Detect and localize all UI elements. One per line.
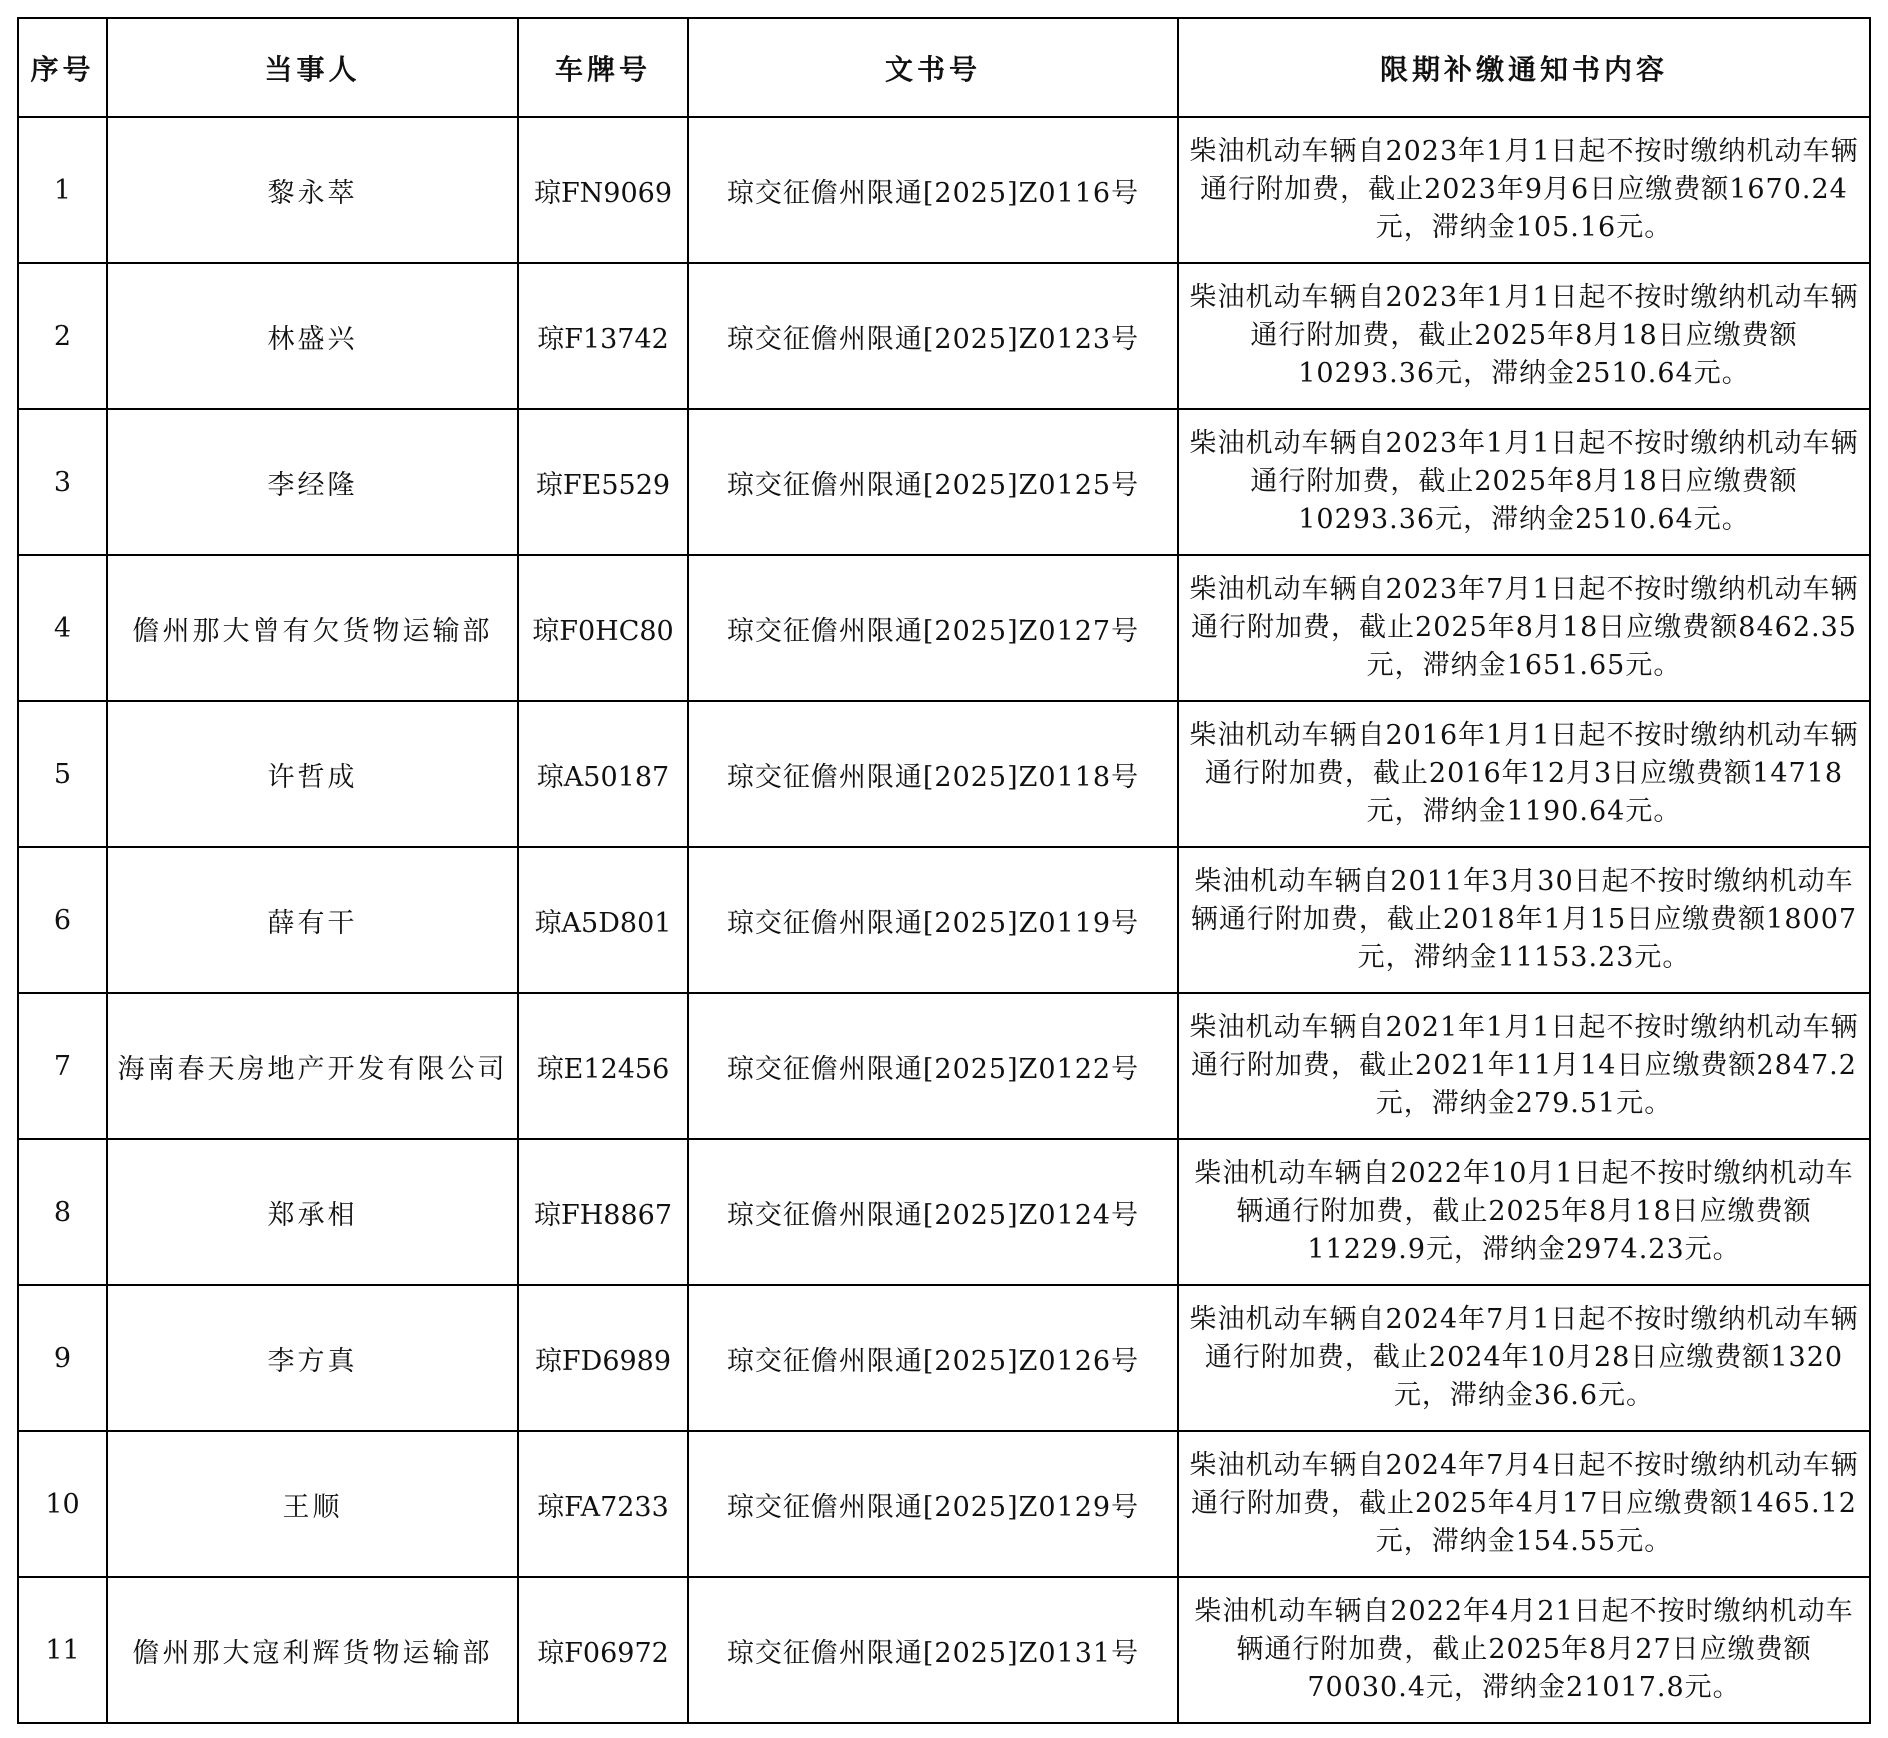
row-party: 许哲成 bbox=[107, 701, 518, 847]
row-party: 林盛兴 bbox=[107, 263, 518, 409]
document-sheet bbox=[17, 17, 1869, 1722]
table-row bbox=[18, 1285, 1870, 1431]
row-plate: 琼FA7233 bbox=[518, 1431, 688, 1577]
row-party: 薛有干 bbox=[107, 847, 518, 993]
table-row bbox=[18, 1139, 1870, 1285]
row-seq: 4 bbox=[18, 555, 107, 701]
row-content: 柴油机动车辆自2022年10月1日起不按时缴纳机动车辆通行附加费，截止2025年8月18日应缴费额11229.9元，滞纳金2974.23元。 bbox=[1178, 1139, 1870, 1285]
table-header-row bbox=[18, 18, 1870, 117]
row-plate: 琼F06972 bbox=[518, 1577, 688, 1723]
row-content: 柴油机动车辆自2023年1月1日起不按时缴纳机动车辆通行附加费，截止2025年8月18日应缴费额10293.36元，滞纳金2510.64元。 bbox=[1178, 263, 1870, 409]
table-row bbox=[18, 117, 1870, 263]
row-doc: 琼交征儋州限通[2025]Z0127号 bbox=[688, 555, 1178, 701]
row-plate: 琼FD6989 bbox=[518, 1285, 688, 1431]
table-row bbox=[18, 263, 1870, 409]
table-row bbox=[18, 409, 1870, 555]
row-plate: 琼A5D801 bbox=[518, 847, 688, 993]
row-plate: 琼A50187 bbox=[518, 701, 688, 847]
header-party: 当事人 bbox=[107, 18, 518, 117]
row-content: 柴油机动车辆自2023年1月1日起不按时缴纳机动车辆通行附加费，截止2025年8月18日应缴费额10293.36元，滞纳金2510.64元。 bbox=[1178, 409, 1870, 555]
table-row bbox=[18, 555, 1870, 701]
row-seq: 5 bbox=[18, 701, 107, 847]
row-seq: 10 bbox=[18, 1431, 107, 1577]
row-content: 柴油机动车辆自2011年3月30日起不按时缴纳机动车辆通行附加费，截止2018年1月15日应缴费额18007元，滞纳金11153.23元。 bbox=[1178, 847, 1870, 993]
header-plate: 车牌号 bbox=[518, 18, 688, 117]
row-content: 柴油机动车辆自2024年7月4日起不按时缴纳机动车辆通行附加费，截止2025年4月17日应缴费额1465.12元，滞纳金154.55元。 bbox=[1178, 1431, 1870, 1577]
row-doc: 琼交征儋州限通[2025]Z0124号 bbox=[688, 1139, 1178, 1285]
row-plate: 琼E12456 bbox=[518, 993, 688, 1139]
row-seq: 8 bbox=[18, 1139, 107, 1285]
row-doc: 琼交征儋州限通[2025]Z0116号 bbox=[688, 117, 1178, 263]
row-party: 王顺 bbox=[107, 1431, 518, 1577]
header-content: 限期补缴通知书内容 bbox=[1178, 18, 1870, 117]
row-seq: 7 bbox=[18, 993, 107, 1139]
table-row bbox=[18, 701, 1870, 847]
row-plate: 琼F0HC80 bbox=[518, 555, 688, 701]
header-seq: 序号 bbox=[18, 18, 107, 117]
row-plate: 琼FH8867 bbox=[518, 1139, 688, 1285]
row-party: 李方真 bbox=[107, 1285, 518, 1431]
row-doc: 琼交征儋州限通[2025]Z0125号 bbox=[688, 409, 1178, 555]
row-plate: 琼FN9069 bbox=[518, 117, 688, 263]
row-doc: 琼交征儋州限通[2025]Z0119号 bbox=[688, 847, 1178, 993]
row-content: 柴油机动车辆自2024年7月1日起不按时缴纳机动车辆通行附加费，截止2024年10月28日应缴费额1320元，滞纳金36.6元。 bbox=[1178, 1285, 1870, 1431]
row-seq: 6 bbox=[18, 847, 107, 993]
row-plate: 琼F13742 bbox=[518, 263, 688, 409]
row-seq: 2 bbox=[18, 263, 107, 409]
row-party: 黎永萃 bbox=[107, 117, 518, 263]
row-doc: 琼交征儋州限通[2025]Z0123号 bbox=[688, 263, 1178, 409]
row-party: 李经隆 bbox=[107, 409, 518, 555]
row-party: 海南春天房地产开发有限公司 bbox=[107, 993, 518, 1139]
row-party: 儋州那大寇利辉货物运输部 bbox=[107, 1577, 518, 1723]
row-seq: 3 bbox=[18, 409, 107, 555]
row-content: 柴油机动车辆自2022年4月21日起不按时缴纳机动车辆通行附加费，截止2025年8月27日应缴费额70030.4元，滞纳金21017.8元。 bbox=[1178, 1577, 1870, 1723]
row-content: 柴油机动车辆自2021年1月1日起不按时缴纳机动车辆通行附加费，截止2021年11月14日应缴费额2847.2元，滞纳金279.51元。 bbox=[1178, 993, 1870, 1139]
table-row bbox=[18, 993, 1870, 1139]
row-doc: 琼交征儋州限通[2025]Z0118号 bbox=[688, 701, 1178, 847]
row-doc: 琼交征儋州限通[2025]Z0126号 bbox=[688, 1285, 1178, 1431]
row-seq: 9 bbox=[18, 1285, 107, 1431]
row-content: 柴油机动车辆自2023年1月1日起不按时缴纳机动车辆通行附加费，截止2023年9月6日应缴费额1670.24元，滞纳金105.16元。 bbox=[1178, 117, 1870, 263]
row-seq: 11 bbox=[18, 1577, 107, 1723]
row-doc: 琼交征儋州限通[2025]Z0129号 bbox=[688, 1431, 1178, 1577]
row-content: 柴油机动车辆自2023年7月1日起不按时缴纳机动车辆通行附加费，截止2025年8月18日应缴费额8462.35元，滞纳金1651.65元。 bbox=[1178, 555, 1870, 701]
row-doc: 琼交征儋州限通[2025]Z0122号 bbox=[688, 993, 1178, 1139]
table-row bbox=[18, 847, 1870, 993]
row-content: 柴油机动车辆自2016年1月1日起不按时缴纳机动车辆通行附加费，截止2016年12月3日应缴费额14718元，滞纳金1190.64元。 bbox=[1178, 701, 1870, 847]
row-plate: 琼FE5529 bbox=[518, 409, 688, 555]
row-doc: 琼交征儋州限通[2025]Z0131号 bbox=[688, 1577, 1178, 1723]
row-party: 郑承相 bbox=[107, 1139, 518, 1285]
table-row bbox=[18, 1431, 1870, 1577]
row-seq: 1 bbox=[18, 117, 107, 263]
notice-table bbox=[17, 17, 1871, 1724]
row-party: 儋州那大曾有欠货物运输部 bbox=[107, 555, 518, 701]
header-doc: 文书号 bbox=[688, 18, 1178, 117]
table-row bbox=[18, 1577, 1870, 1723]
